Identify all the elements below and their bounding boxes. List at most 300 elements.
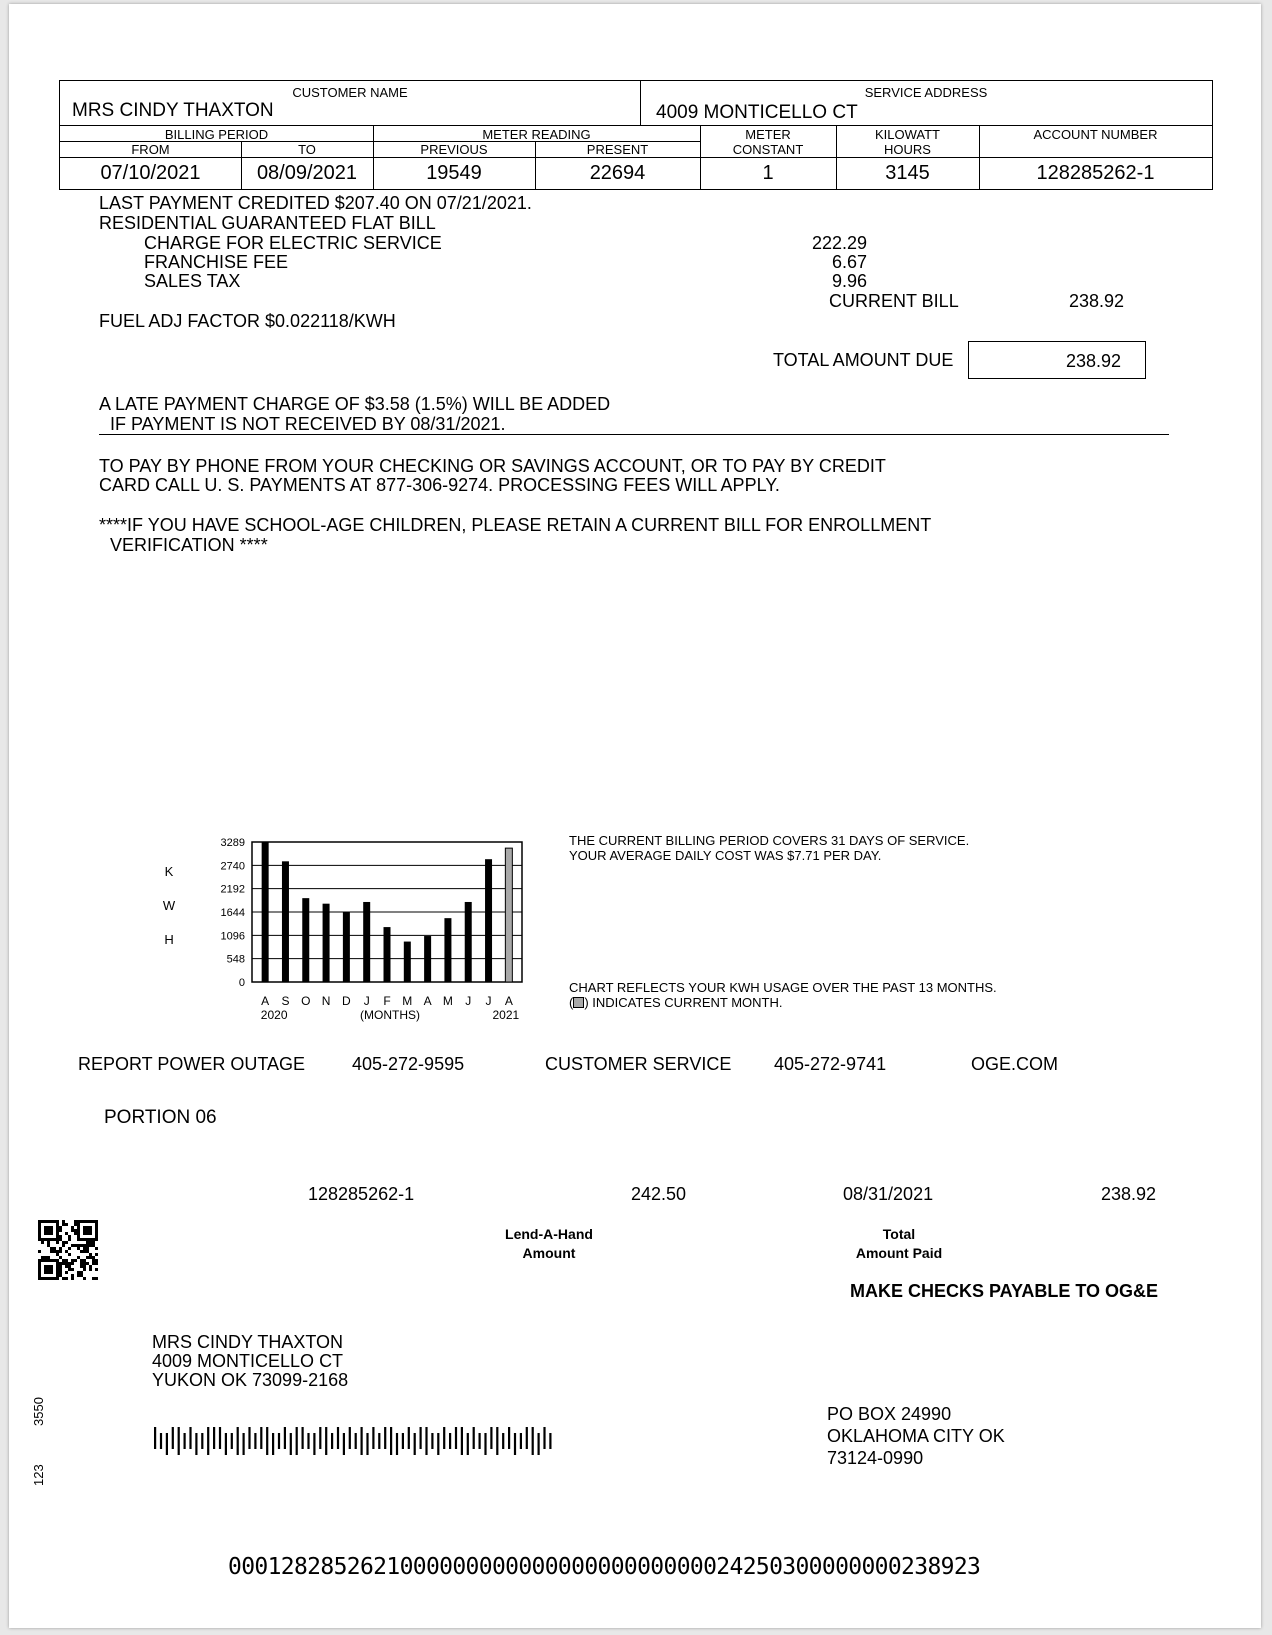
qr-module	[92, 1256, 95, 1259]
postal-bar	[325, 1427, 327, 1455]
qr-module	[56, 1259, 59, 1262]
qr-module	[65, 1265, 68, 1268]
total-paid-label: Total	[882, 1226, 916, 1242]
qr-module	[95, 1235, 98, 1238]
qr-module	[89, 1241, 92, 1244]
qr-module	[89, 1265, 92, 1268]
qr-module	[89, 1229, 92, 1232]
lend-a-hand-amount-label: Amount	[522, 1245, 576, 1261]
qr-module	[95, 1262, 98, 1265]
qr-module	[56, 1220, 59, 1223]
charge-label-electric: CHARGE FOR ELECTRIC SERVICE	[144, 233, 442, 253]
qr-module	[53, 1250, 56, 1253]
qr-module	[47, 1238, 50, 1241]
qr-module	[65, 1259, 68, 1262]
qr-module	[47, 1241, 50, 1244]
qr-module	[38, 1226, 41, 1229]
outage-label: REPORT POWER OUTAGE	[78, 1054, 306, 1074]
qr-module	[77, 1256, 80, 1259]
qr-module	[44, 1220, 47, 1223]
postal-bar	[296, 1427, 298, 1455]
qr-module	[86, 1244, 89, 1247]
qr-module	[59, 1229, 62, 1232]
qr-module	[47, 1271, 50, 1274]
stub-account: 128285262-1	[308, 1184, 415, 1204]
qr-module	[59, 1262, 62, 1265]
divider-line	[99, 434, 1169, 435]
qr-module	[56, 1241, 59, 1244]
qr-module	[38, 1274, 41, 1277]
qr-module	[44, 1265, 47, 1268]
lend-a-hand-label: Lend-A-Hand	[505, 1226, 593, 1242]
postal-bar	[248, 1427, 250, 1449]
last-payment: LAST PAYMENT CREDITED $207.40 ON 07/21/2021.	[99, 193, 532, 213]
service-address: 4009 MONTICELLO CT	[656, 102, 858, 123]
qr-module	[38, 1235, 41, 1238]
qr-module	[62, 1241, 65, 1244]
qr-module	[71, 1229, 74, 1232]
postal-bar	[189, 1427, 191, 1449]
postal-bar	[549, 1433, 551, 1449]
qr-module	[38, 1238, 41, 1241]
qr-module	[68, 1262, 71, 1265]
qr-module	[59, 1256, 62, 1259]
qr-module	[68, 1268, 71, 1271]
postal-bar	[414, 1433, 416, 1455]
qr-module	[89, 1226, 92, 1229]
late-notice-1: A LATE PAYMENT CHARGE OF $3.58 (1.5%) WILL BE ADDED	[99, 394, 611, 414]
bar	[424, 936, 431, 982]
qr-module	[41, 1256, 44, 1259]
current-bill-amount: 238.92	[1068, 291, 1124, 311]
total-paid-field[interactable]	[999, 1226, 1149, 1260]
x-tick-label: F	[383, 994, 391, 1008]
qr-module	[53, 1259, 56, 1262]
qr-module	[95, 1259, 98, 1262]
bar	[363, 902, 370, 982]
qr-module	[89, 1244, 92, 1247]
current-month-legend: ( ) INDICATES CURRENT MONTH.	[569, 995, 783, 1010]
qr-module	[47, 1244, 50, 1247]
qr-module	[71, 1274, 74, 1277]
y-tick-label: 1644	[220, 907, 245, 919]
qr-module	[86, 1241, 89, 1244]
y-axis-letter: K	[164, 864, 174, 879]
postal-bar	[207, 1427, 209, 1455]
postal-bar	[272, 1433, 274, 1455]
qr-module	[44, 1226, 47, 1229]
postal-bar	[160, 1433, 162, 1449]
qr-module	[89, 1256, 92, 1259]
postal-bar	[473, 1427, 475, 1449]
qr-module	[77, 1247, 80, 1250]
qr-module	[47, 1265, 50, 1268]
stub-amount: 242.50	[631, 1184, 687, 1204]
qr-module	[50, 1247, 53, 1250]
qr-module	[80, 1271, 83, 1274]
qr-module	[80, 1244, 83, 1247]
qr-module	[65, 1232, 68, 1235]
qr-module	[41, 1241, 44, 1244]
qr-module	[47, 1259, 50, 1262]
qr-module	[50, 1229, 53, 1232]
current-month-swatch	[573, 997, 584, 1008]
postal-bar	[372, 1427, 374, 1449]
qr-module	[80, 1259, 83, 1262]
qr-module	[68, 1265, 71, 1268]
postal-bar	[201, 1433, 203, 1449]
qr-module	[86, 1262, 89, 1265]
ocr-scanline: 000128285262100000000000000000000000024250300000000238923	[228, 1554, 981, 1580]
customer-name-label: CUSTOMER NAME	[292, 85, 408, 100]
qr-module	[77, 1274, 80, 1277]
y-tick-label: 1096	[220, 930, 245, 943]
qr-module	[74, 1244, 77, 1247]
remit-city: OKLAHOMA CITY OK	[827, 1426, 1005, 1446]
qr-module	[86, 1256, 89, 1259]
postal-bar	[302, 1427, 304, 1449]
total-due-amount: 238.92	[1065, 351, 1121, 371]
present-label: PRESENT	[586, 142, 649, 157]
bill-page	[9, 4, 1261, 1628]
qr-module	[50, 1265, 53, 1268]
bar	[262, 842, 269, 982]
qr-module	[65, 1250, 68, 1253]
qr-module	[38, 1262, 41, 1265]
qr-module	[92, 1220, 95, 1223]
postal-bar	[467, 1433, 469, 1455]
meter-constant-label: METER	[745, 127, 791, 142]
charge-amount-tax: 9.96	[831, 271, 867, 291]
meter-constant-label-2: CONSTANT	[732, 142, 804, 157]
qr-module	[77, 1244, 80, 1247]
postal-bar	[490, 1427, 492, 1449]
account-header-table	[59, 80, 1213, 190]
postal-bar	[254, 1433, 256, 1449]
y-tick-label: 548	[226, 953, 245, 966]
qr-module	[56, 1229, 59, 1232]
school-notice-2: VERIFICATION ****	[110, 535, 268, 555]
qr-module	[89, 1268, 92, 1271]
postal-barcode	[152, 1427, 572, 1455]
previous-reading: 19549	[426, 162, 482, 184]
x-tick-label: J	[465, 994, 472, 1008]
qr-module	[59, 1271, 62, 1274]
qr-module	[92, 1244, 95, 1247]
qr-module	[56, 1277, 59, 1280]
qr-module	[80, 1220, 83, 1223]
qr-module	[62, 1277, 65, 1280]
qr-module	[53, 1220, 56, 1223]
qr-module	[44, 1238, 47, 1241]
bar	[384, 927, 391, 982]
qr-module	[38, 1259, 41, 1262]
qr-module	[44, 1268, 47, 1271]
qr-module	[83, 1262, 86, 1265]
customer-service-phone: 405-272-9741	[774, 1054, 887, 1074]
qr-module	[38, 1268, 41, 1271]
to-label: TO	[298, 142, 316, 157]
qr-module	[47, 1220, 50, 1223]
qr-module	[56, 1253, 59, 1256]
outage-phone: 405-272-9595	[352, 1054, 465, 1074]
qr-module	[47, 1232, 50, 1235]
qr-module	[89, 1253, 92, 1256]
qr-module	[83, 1247, 86, 1250]
postal-bar	[484, 1433, 486, 1455]
qr-module	[92, 1262, 95, 1265]
qr-module	[77, 1271, 80, 1274]
qr-module	[95, 1226, 98, 1229]
postal-bar	[461, 1427, 463, 1455]
qr-module	[83, 1265, 86, 1268]
qr-module	[47, 1256, 50, 1259]
qr-module	[65, 1223, 68, 1226]
qr-module	[89, 1238, 92, 1241]
x-axis-label: (MONTHS)	[360, 1008, 420, 1022]
postal-bar	[213, 1427, 215, 1449]
qr-module	[92, 1238, 95, 1241]
qr-module	[56, 1265, 59, 1268]
late-notice-2: IF PAYMENT IS NOT RECEIVED BY 08/31/2021.	[110, 414, 506, 434]
qr-module	[50, 1226, 53, 1229]
qr-module	[41, 1238, 44, 1241]
qr-module	[74, 1259, 77, 1262]
to-date: 08/09/2021	[256, 162, 358, 184]
postal-bar	[331, 1433, 333, 1449]
qr-module	[38, 1220, 41, 1223]
charge-amount-franchise: 6.67	[831, 252, 867, 272]
mail-name: MRS CINDY THAXTON	[152, 1332, 344, 1352]
postal-bar	[337, 1427, 339, 1449]
checks-payable: MAKE CHECKS PAYABLE TO OG&E	[850, 1281, 1159, 1301]
bar	[282, 861, 289, 982]
postal-bar	[479, 1433, 481, 1449]
qr-module	[83, 1226, 86, 1229]
qr-module	[83, 1220, 86, 1223]
qr-module	[83, 1229, 86, 1232]
qr-module	[86, 1229, 89, 1232]
qr-module	[80, 1274, 83, 1277]
bar-current-month	[505, 848, 512, 982]
qr-module	[59, 1250, 62, 1253]
remit-po-box: PO BOX 24990	[827, 1404, 952, 1424]
postal-bar	[361, 1427, 363, 1455]
qr-module	[59, 1226, 62, 1229]
remit-zip: 73124-0990	[827, 1448, 924, 1468]
qr-module	[71, 1277, 74, 1280]
qr-module	[50, 1277, 53, 1280]
qr-module	[83, 1277, 86, 1280]
qr-module	[47, 1268, 50, 1271]
qr-module	[38, 1265, 41, 1268]
total-paid-label-2: Amount Paid	[855, 1245, 943, 1261]
qr-module	[65, 1262, 68, 1265]
lend-a-hand-field[interactable]	[634, 1226, 754, 1260]
postal-bar	[425, 1427, 427, 1455]
qr-module	[71, 1262, 74, 1265]
qr-module	[83, 1232, 86, 1235]
postal-bar	[408, 1427, 410, 1449]
qr-module	[89, 1220, 92, 1223]
qr-module	[56, 1271, 59, 1274]
postal-bar	[443, 1427, 445, 1449]
qr-module	[62, 1262, 65, 1265]
y-tick-label: 0	[238, 977, 245, 989]
qr-module	[41, 1277, 44, 1280]
kilowatt-label: KILOWATT	[875, 127, 940, 142]
charge-amount-electric: 222.29	[811, 233, 867, 253]
account-number-label: ACCOUNT NUMBER	[1033, 127, 1158, 142]
qr-module	[44, 1259, 47, 1262]
postal-bar	[538, 1433, 540, 1455]
qr-module	[83, 1259, 86, 1262]
qr-module	[59, 1265, 62, 1268]
qr-module	[44, 1277, 47, 1280]
billing-days-text: THE CURRENT BILLING PERIOD COVERS 31 DAYS OF SERVICE.	[569, 833, 970, 848]
x-tick-label: N	[321, 994, 331, 1008]
school-notice-1: ****IF YOU HAVE SCHOOL-AGE CHILDREN, PLEASE RETAIN A CURRENT BILL FOR ENROLLMENT	[99, 515, 932, 535]
qr-module	[56, 1232, 59, 1235]
postal-bar	[166, 1433, 168, 1455]
y-axis-letter: H	[164, 932, 174, 947]
x-tick-label: A	[423, 994, 432, 1008]
qr-module	[95, 1268, 98, 1271]
postal-bar	[402, 1433, 404, 1449]
qr-module	[77, 1235, 80, 1238]
postal-bar	[526, 1427, 528, 1449]
chart-reflect-text: CHART REFLECTS YOUR KWH USAGE OVER THE PAST 13 MONTHS.	[569, 980, 997, 995]
qr-module	[86, 1220, 89, 1223]
charge-label-tax: SALES TAX	[144, 271, 241, 291]
mail-street: 4009 MONTICELLO CT	[152, 1351, 344, 1371]
qr-module	[80, 1262, 83, 1265]
postal-bar	[366, 1433, 368, 1455]
x-tick-label: J	[485, 994, 492, 1008]
qr-module	[56, 1268, 59, 1271]
qr-code	[38, 1220, 98, 1280]
account-number: 128285262-1	[1036, 162, 1155, 184]
stub-total: 238.92	[1101, 1184, 1157, 1204]
postal-bar	[532, 1427, 534, 1455]
mail-city: YUKON OK 73099-2168	[152, 1370, 349, 1390]
qr-module	[50, 1220, 53, 1223]
qr-module	[50, 1268, 53, 1271]
qr-module	[89, 1232, 92, 1235]
qr-module	[68, 1253, 71, 1256]
postal-bar	[231, 1433, 233, 1449]
postal-bar	[455, 1427, 457, 1449]
qr-module	[74, 1223, 77, 1226]
qr-module	[68, 1238, 71, 1241]
qr-module	[38, 1229, 41, 1232]
portion-label: PORTION 06	[104, 1107, 217, 1128]
postal-bar	[278, 1433, 280, 1449]
qr-module	[74, 1229, 77, 1232]
qr-module	[38, 1223, 41, 1226]
total-due-label: TOTAL AMOUNT DUE	[773, 350, 954, 370]
qr-module	[50, 1238, 53, 1241]
x-tick-label: M	[402, 994, 413, 1008]
qr-module	[77, 1226, 80, 1229]
billing-period-label: BILLING PERIOD	[164, 127, 269, 142]
postal-bar	[355, 1433, 357, 1449]
postal-bar	[260, 1427, 262, 1449]
customer-service-label: CUSTOMER SERVICE	[545, 1054, 732, 1074]
website-link[interactable]: OGE.COM	[971, 1054, 1059, 1074]
y-axis-letter: W	[162, 898, 176, 913]
qr-module	[65, 1277, 68, 1280]
qr-module	[56, 1226, 59, 1229]
qr-module	[50, 1259, 53, 1262]
qr-module	[77, 1229, 80, 1232]
postal-bar	[225, 1433, 227, 1455]
bar	[302, 898, 309, 982]
qr-module	[56, 1235, 59, 1238]
bar	[444, 918, 451, 982]
postal-bar	[184, 1433, 186, 1449]
qr-module	[95, 1223, 98, 1226]
postal-bar	[313, 1433, 315, 1455]
qr-module	[47, 1229, 50, 1232]
qr-module	[92, 1241, 95, 1244]
qr-module	[71, 1226, 74, 1229]
qr-module	[77, 1220, 80, 1223]
qr-module	[50, 1250, 53, 1253]
bar	[485, 859, 492, 982]
kilowatt-hours: 3145	[885, 162, 930, 184]
kwh-usage-chart	[154, 830, 544, 1030]
qr-module	[56, 1250, 59, 1253]
qr-module	[74, 1220, 77, 1223]
postal-bar	[319, 1427, 321, 1449]
qr-module	[62, 1223, 65, 1226]
qr-module	[83, 1250, 86, 1253]
postal-bar	[172, 1427, 174, 1449]
year-end-label: 2021	[492, 1008, 520, 1022]
qr-module	[56, 1238, 59, 1241]
year-start-label: 2020	[260, 1008, 288, 1022]
postal-bar	[520, 1433, 522, 1449]
qr-module	[53, 1247, 56, 1250]
qr-module	[83, 1244, 86, 1247]
postal-bar	[266, 1427, 268, 1455]
qr-module	[77, 1223, 80, 1226]
side-number-2: 123	[31, 1464, 46, 1486]
bar	[343, 912, 350, 982]
postal-bar	[431, 1433, 433, 1449]
qr-module	[95, 1238, 98, 1241]
qr-module	[86, 1232, 89, 1235]
service-address-label: SERVICE ADDRESS	[864, 85, 988, 100]
qr-module	[95, 1229, 98, 1232]
qr-module	[65, 1241, 68, 1244]
qr-module	[56, 1274, 59, 1277]
qr-module	[38, 1277, 41, 1280]
postal-bar	[420, 1427, 422, 1449]
qr-module	[47, 1226, 50, 1229]
phone-pay-1: TO PAY BY PHONE FROM YOUR CHECKING OR SAVINGS ACCOUNT, OR TO PAY BY CREDIT	[99, 456, 886, 476]
present-reading: 22694	[589, 162, 646, 184]
qr-module	[41, 1259, 44, 1262]
qr-module	[68, 1247, 71, 1250]
qr-module	[59, 1247, 62, 1250]
postal-bar	[284, 1427, 286, 1449]
x-tick-label: D	[342, 994, 351, 1008]
qr-module	[62, 1220, 65, 1223]
postal-bar	[290, 1433, 292, 1455]
x-tick-label: A	[504, 994, 513, 1008]
